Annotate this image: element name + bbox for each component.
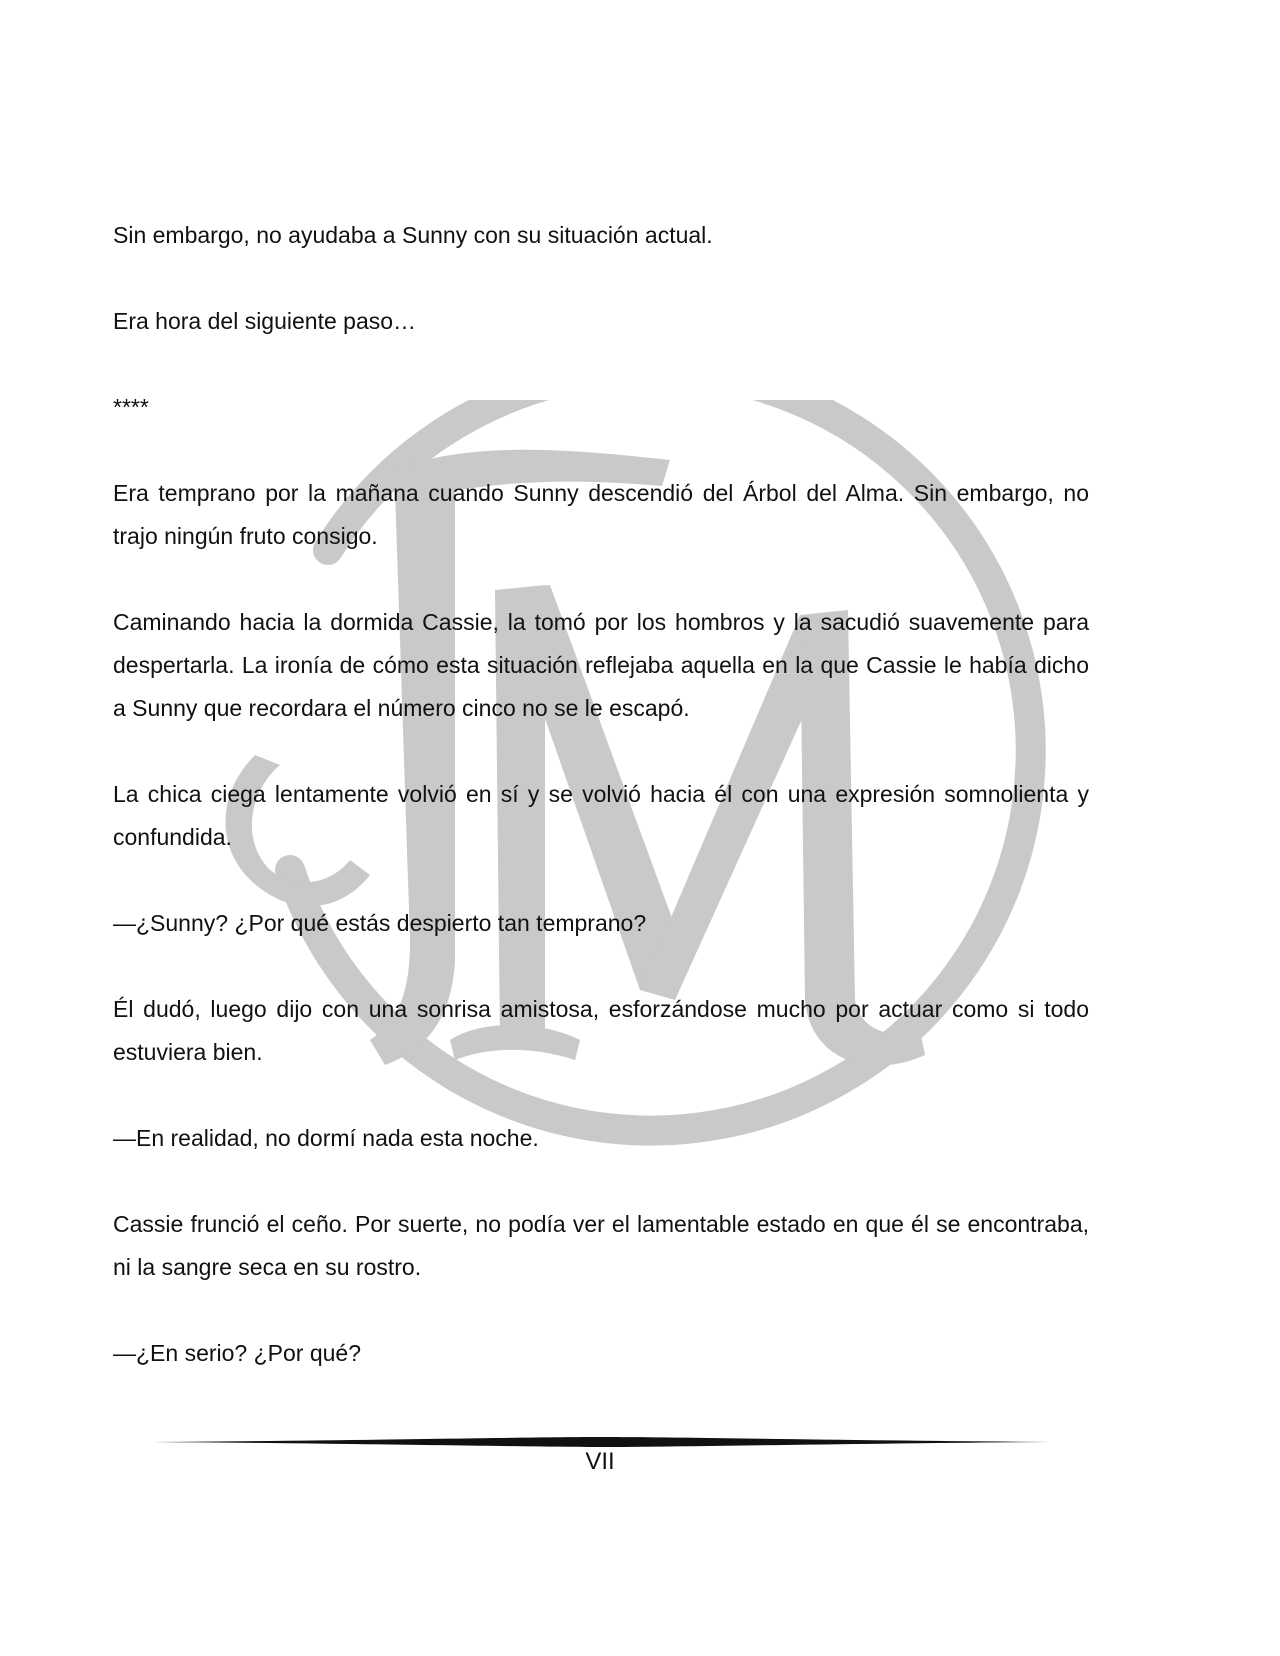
- document-body: [113, 214, 1089, 1418]
- scene-break: ****: [113, 394, 149, 420]
- paragraph: Caminando hacia la dormida Cassie, la tomó por los hombros y la sacudió suavemente para despertarla. La ironía de cómo esta situación reflejaba aquella en la que Cassie le había dicho a Sunny que recordara el número cinco no se le escapó.: [113, 609, 1089, 721]
- page-number: VII: [585, 1448, 615, 1475]
- paragraph: Cassie frunció el ceño. Por suerte, no podía ver el lamentable estado en que él se encontraba, ni la sangre seca en su rostro.: [113, 1211, 1089, 1280]
- dialogue-line: —En realidad, no dormí nada esta noche.: [113, 1125, 539, 1151]
- paragraph: Era hora del siguiente paso…: [113, 308, 417, 334]
- paragraph: Él dudó, luego dijo con una sonrisa amistosa, esforzándose mucho por actuar como si todo estuviera bien.: [113, 996, 1089, 1065]
- paragraph: La chica ciega lentamente volvió en sí y se volvió hacia él con una expresión somnolienta y confundida.: [113, 781, 1089, 850]
- paragraph: Era temprano por la mañana cuando Sunny descendió del Árbol del Alma. Sin embargo, no trajo ningún fruto consigo.: [113, 480, 1089, 549]
- dialogue-line: —¿Sunny? ¿Por qué estás despierto tan temprano?: [113, 910, 647, 936]
- paragraph: Sin embargo, no ayudaba a Sunny con su situación actual.: [113, 222, 713, 248]
- dialogue-line: —¿En serio? ¿Por qué?: [113, 1340, 362, 1366]
